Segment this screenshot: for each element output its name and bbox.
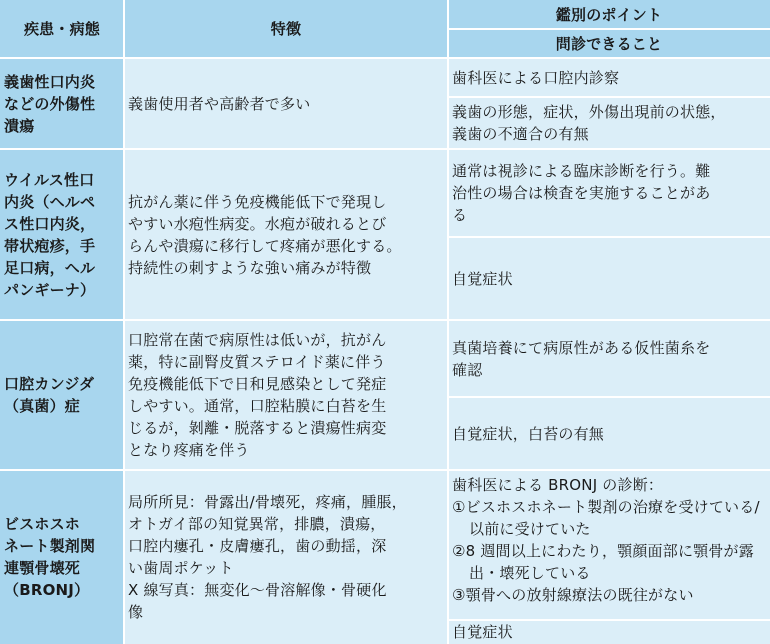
row2-feature: 抗がん薬に伴う免疫機能低下で発現し やすい水疱性病変。水疱が破れるとび らんや潰瘍に移行して疼痛が悪化する。 持続性の刺すような強い痛みが特徴 [124,149,448,320]
bronj-criterion-1: ①ビスホスホネート製剤の治療を受けている/以前に受けていた [452,498,760,538]
row3-disease: 口腔カンジダ （真菌）症 [0,320,124,470]
divider-h3 [0,319,770,321]
divider-v1 [123,0,125,644]
row1-feature: 義歯使用者や高齢者で多い [124,58,448,149]
row4-check-2: 自覚症状 [448,620,770,644]
row2-disease: ウイルス性口 内炎（ヘルペ ス性口内炎， 帯状疱疹，手 足口病，ヘル パンギーナ） [0,149,124,320]
row2-check-2: 自覚症状 [448,237,770,320]
row4-disease: ビスホスホ ネート製剤関 連顎骨壊死 （BRONJ） [0,470,124,644]
divider-h1 [0,57,770,59]
row1-disease: 義歯性口内炎 などの外傷性 潰瘍 [0,58,124,149]
bronj-intro: 歯科医による BRONJ の診断： [452,476,664,494]
divider-r1 [448,96,770,98]
header-point-sub: 問診できること [448,29,770,58]
row3-check-2: 自覚症状，白苔の有無 [448,397,770,470]
row4-feature: 局所所見：骨露出/骨壊死，疼痛，腫脹， オトガイ部の知覚異常，排膿，潰瘍， 口腔内瘻孔・皮膚瘻孔，歯の動揺，深 い歯周ポケット X 線写真：無変化〜骨溶解像・骨硬化 像 [124,470,448,644]
divider-r2 [448,236,770,238]
divider-r4 [448,619,770,621]
divider-h2 [0,148,770,150]
header-feature: 特徴 [124,0,448,58]
divider-header-sub [448,28,770,30]
row3-check-1: 真菌培養にて病原性がある仮性菌糸を 確認 [448,320,770,397]
header-disease: 疾患・病態 [0,0,124,58]
row2-check-1: 通常は視診による臨床診断を行う。難 治性の場合は検査を実施することがあ る [448,149,770,237]
row3-feature: 口腔常在菌で病原性は低いが，抗がん 薬，特に副腎皮質ステロイド薬に伴う 免疫機能低下で日和見感染として発症 しやすい。通常，口腔粘膜に白苔を生 じるが，剝離・脱落すると潰瘍性病変 となり疼痛を伴う [124,320,448,470]
header-point: 鑑別のポイント [448,0,770,29]
row1-check-1: 歯科医による口腔内診察 [448,58,770,97]
divider-r3 [448,396,770,398]
row4-check-1 [448,470,770,620]
row1-check-2: 義歯の形態，症状，外傷出現前の状態， 義歯の不適合の有無 [448,97,770,149]
divider-h4 [0,469,770,471]
bronj-criterion-3: ③顎骨への放射線療法の既往がない [452,586,694,604]
bronj-criterion-2: ②8 週間以上にわたり，顎顔面部に顎骨が露出・壊死している [452,542,754,582]
